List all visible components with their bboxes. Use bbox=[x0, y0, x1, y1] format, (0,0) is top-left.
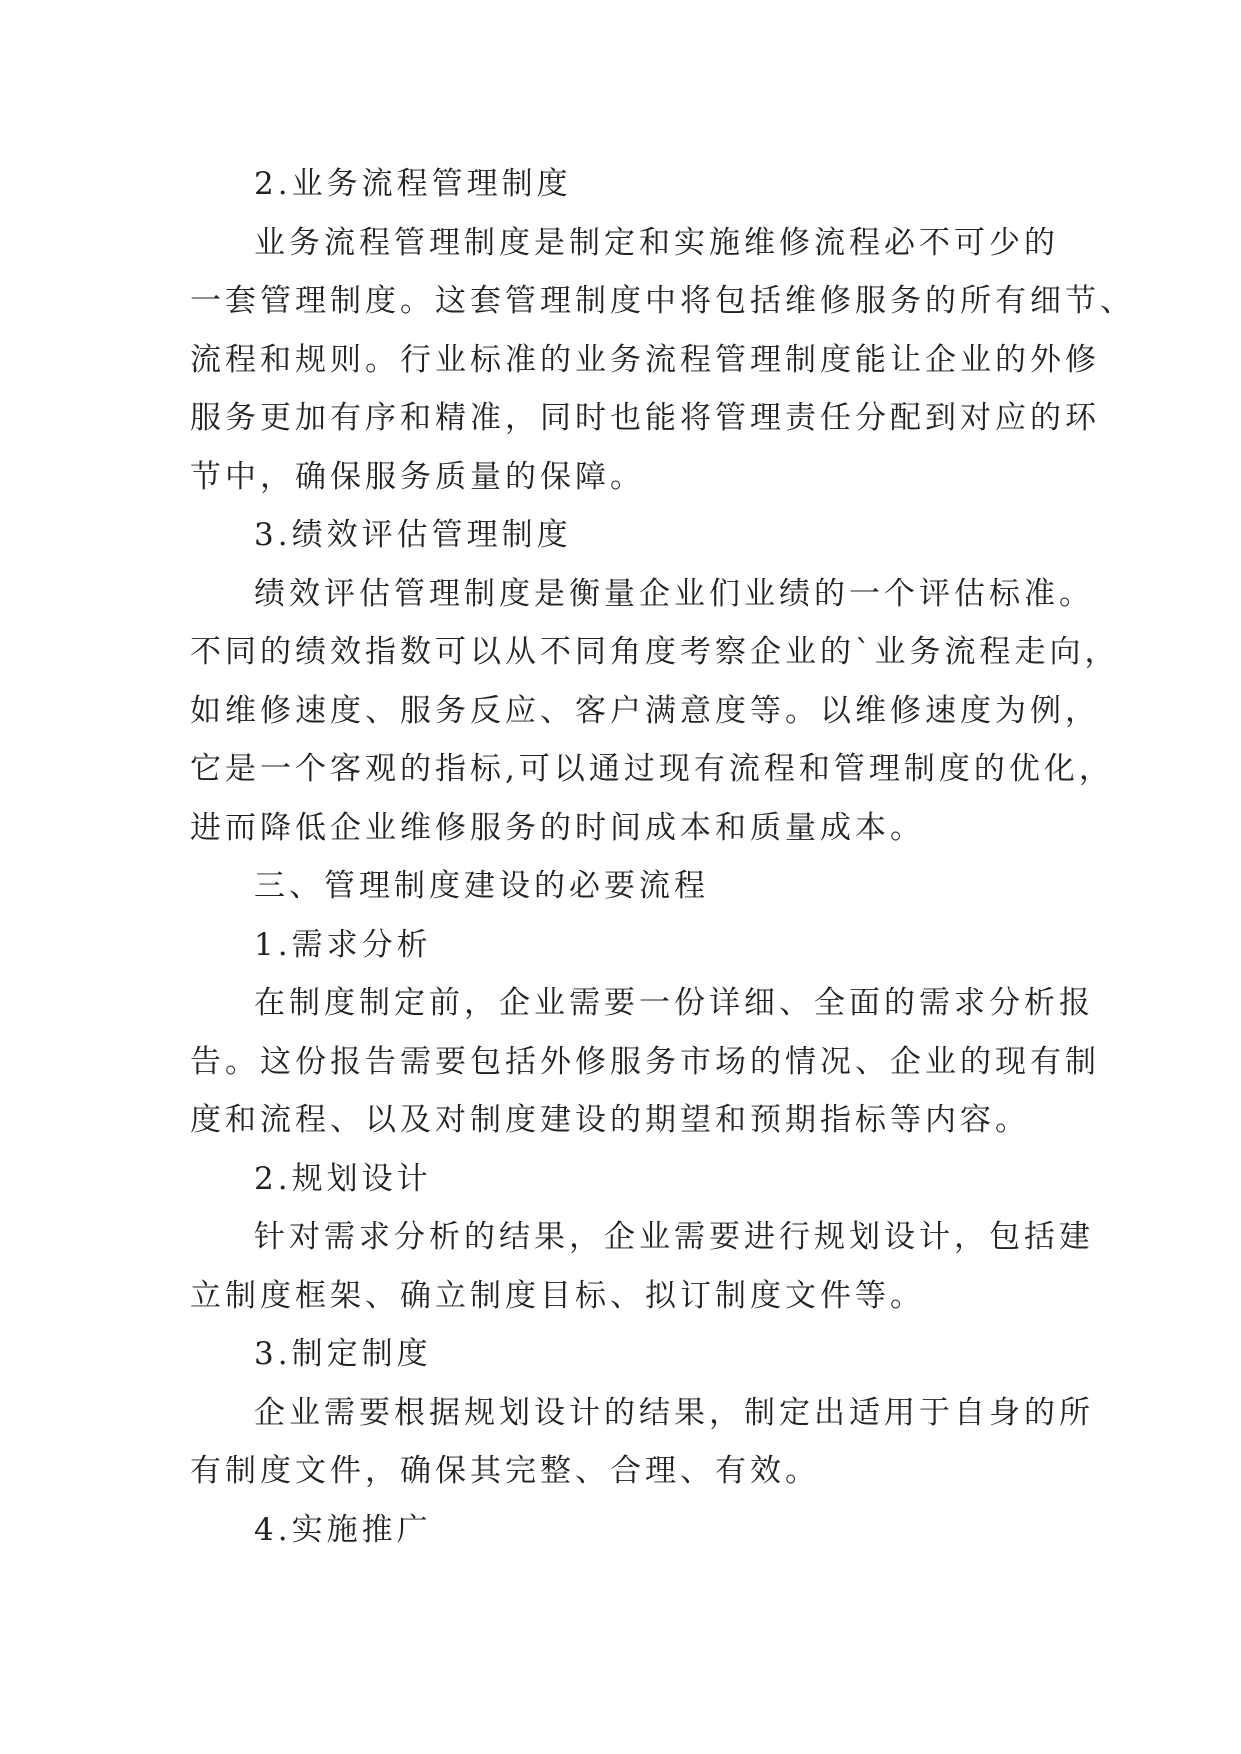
text-line: 不同的绩效指数可以从不同角度考察企业的`业务流程走向， bbox=[190, 634, 1120, 670]
text-line: 度和流程、以及对制度建设的期望和预期指标等内容。 bbox=[190, 1102, 1030, 1138]
text-line: 绩效评估管理制度是衡量企业们业绩的一个评估标准。 bbox=[254, 575, 1094, 612]
text-line: 针对需求分析的结果，企业需要进行规划设计，包括建 bbox=[254, 1219, 1094, 1255]
text-line: 它是一个客观的指标,可以通过现有流程和管理制度的优化， bbox=[190, 751, 1114, 787]
text-line: 如维修速度、服务反应、客户满意度等。以维修速度为例， bbox=[190, 692, 1100, 729]
text-line: 告。这份报告需要包括外修服务市场的情况、企业的现有制 bbox=[190, 1043, 1100, 1080]
text-line: 三、管理制度建设的必要流程 bbox=[254, 868, 709, 904]
text-line: 2.业务流程管理制度 bbox=[254, 166, 572, 202]
text-line: 在制度制定前，企业需要一份详细、全面的需求分析报 bbox=[254, 985, 1094, 1021]
text-line: 业务流程管理制度是制定和实施维修流程必不可少的 bbox=[254, 224, 1059, 261]
text-line: 节中，确保服务质量的保障。 bbox=[190, 458, 645, 495]
text-line: 流程和规则。行业标准的业务流程管理制度能让企业的外修 bbox=[190, 341, 1100, 378]
document-body bbox=[190, 155, 1135, 1559]
text-line: 2.规划设计 bbox=[254, 1160, 432, 1197]
text-line: 1.需求分析 bbox=[254, 926, 432, 963]
text-line: 一套管理制度。这套管理制度中将包括维修服务的所有细节、 bbox=[190, 283, 1135, 319]
text-line: 进而降低企业维修服务的时间成本和质量成本。 bbox=[190, 809, 925, 846]
text-line: 有制度文件，确保其完整、合理、有效。 bbox=[190, 1453, 820, 1489]
text-line: 企业需要根据规划设计的结果，制定出适用于自身的所 bbox=[254, 1394, 1094, 1431]
text-line: 3.制定制度 bbox=[254, 1336, 432, 1372]
text-line: 3.绩效评估管理制度 bbox=[254, 517, 572, 553]
text-line: 立制度框架、确立制度目标、拟订制度文件等。 bbox=[190, 1277, 925, 1314]
text-line: 4.实施推广 bbox=[254, 1511, 432, 1548]
text-line: 服务更加有序和精准，同时也能将管理责任分配到对应的环 bbox=[190, 400, 1100, 436]
